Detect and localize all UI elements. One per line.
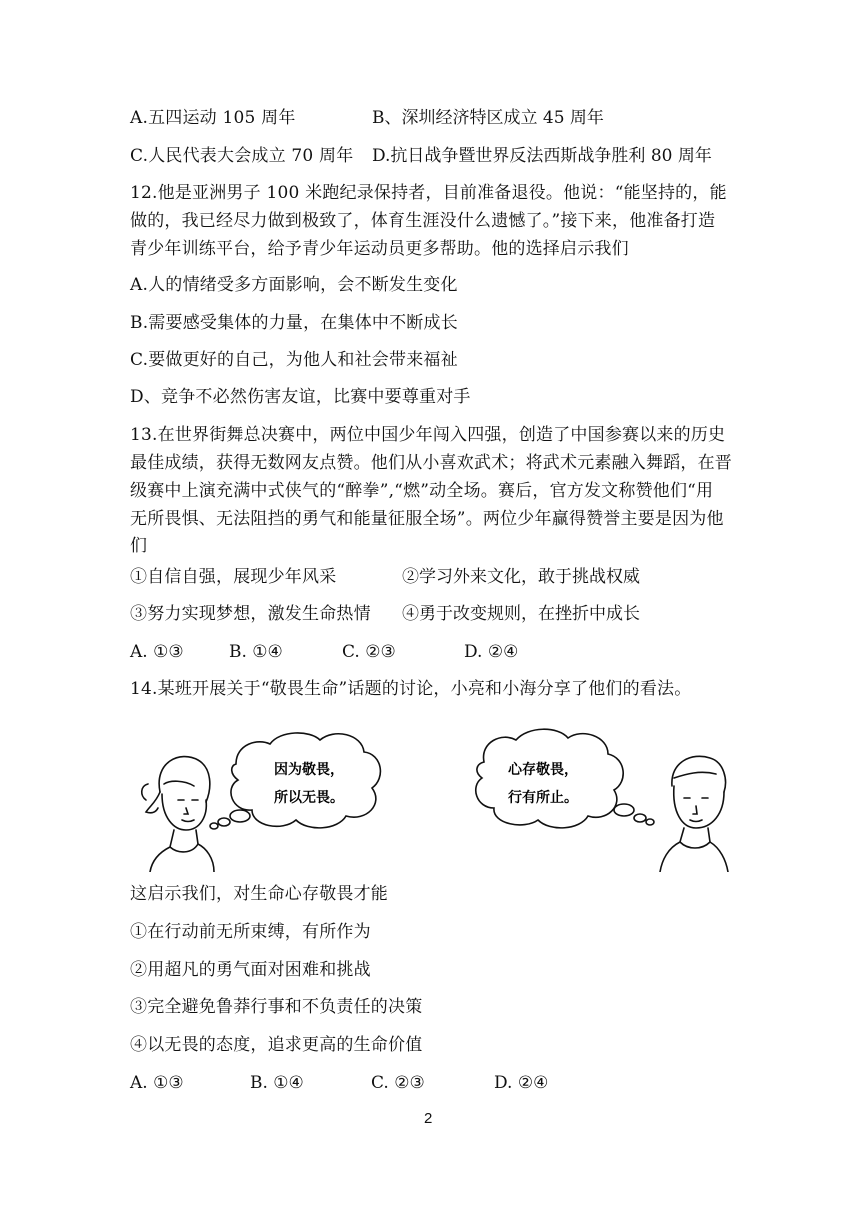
q14-statement: ②用超凡的勇气面对困难和挑战: [130, 960, 371, 980]
q12-option: D、竞争不必然伤害友谊，比赛中要尊重对手: [130, 387, 471, 407]
q12-option: C.要做更好的自己，为他人和社会带来福祉: [130, 350, 458, 370]
q13-stem-line: 最佳成绩，获得无数网友点赞。他们从小喜欢武术；将武术元素融入舞蹈，在晋: [130, 453, 732, 473]
bubble-right-line: 心存敬畏，: [508, 762, 578, 778]
q13-choice: C. ②③: [342, 642, 396, 662]
bubble-right-line: 行有所止。: [508, 790, 578, 806]
q12-stem-line: 做的，我已经尽力做到极致了，体育生涯没什么遗憾了。”接下来，他准备打造: [130, 211, 716, 231]
girl-figure: [142, 757, 214, 872]
q11-option-b: B、深圳经济特区成立 45 周年: [372, 108, 604, 128]
left-thought-bubble: [210, 733, 380, 829]
q14-statement: ③完全避免鲁莽行事和不负责任的决策: [130, 997, 423, 1017]
q11-option-c: C.人民代表大会成立 70 周年: [130, 146, 354, 166]
q13-choice: D. ②④: [464, 642, 519, 662]
q12-option: A.人的情绪受多方面影响，会不断发生变化: [130, 275, 458, 295]
q13-stem-line: 13.在世界街舞总决赛中，两位中国少年闯入四强，创造了中国参赛以来的历史: [130, 425, 726, 445]
right-thought-bubble: [476, 729, 654, 828]
q12-stem-line: 青少年训练平台，给予青少年运动员更多帮助。他的选择启示我们: [130, 239, 629, 259]
boy-figure: [660, 756, 728, 872]
q13-stem-line: 们: [130, 536, 148, 556]
q12-stem-line: 12.他是亚洲男子 100 米跑纪录保持者，目前准备退役。他说：“能坚持的，能: [130, 183, 727, 203]
q11-option-a: A.五四运动 105 周年: [130, 108, 296, 128]
q13-choice: A. ①③: [130, 642, 184, 662]
q12-option: B.需要感受集体的力量，在集体中不断成长: [130, 313, 458, 333]
q14-choice: C. ②③: [371, 1073, 425, 1093]
page-number: 2: [424, 1110, 433, 1127]
q14-statement: ④以无畏的态度，追求更高的生命价值: [130, 1035, 423, 1055]
q13-stem-line: 无所畏惧、无法阻挡的勇气和能量征服全场”。两位少年赢得赞誉主要是因为他: [130, 509, 724, 529]
q13-stem-line: 级赛中上演充满中式侠气的“醉拳”,“燃”动全场。赛后，官方发文称赞他们“用: [130, 481, 714, 501]
bubble-left-line: 所以无畏。: [274, 790, 344, 806]
q14-choice: D. ②④: [494, 1073, 549, 1093]
q13-statement: ②学习外来文化，敢于挑战权威: [402, 567, 640, 587]
q14-choice: A. ①③: [130, 1073, 184, 1093]
q14-choice: B. ①④: [250, 1073, 304, 1093]
q14-statement: ①在行动前无所束缚，有所作为: [130, 922, 371, 942]
q14-stem: 14.某班开展关于“敬畏生命”话题的讨论，小亮和小海分享了他们的看法。: [130, 679, 692, 699]
q13-statement: ①自信自强，展现少年风采: [130, 567, 337, 587]
q13-statement: ③努力实现梦想，激发生命热情: [130, 604, 371, 624]
q13-statement: ④勇于改变规则，在挫折中成长: [402, 604, 640, 624]
discussion-illustration: [140, 722, 730, 872]
bubble-left-line: 因为敬畏，: [274, 762, 344, 778]
q13-choice: B. ①④: [229, 642, 283, 662]
q14-lead: 这启示我们，对生命心存敬畏才能: [130, 884, 388, 904]
q11-option-d: D.抗日战争暨世界反法西斯战争胜利 80 周年: [372, 146, 712, 166]
